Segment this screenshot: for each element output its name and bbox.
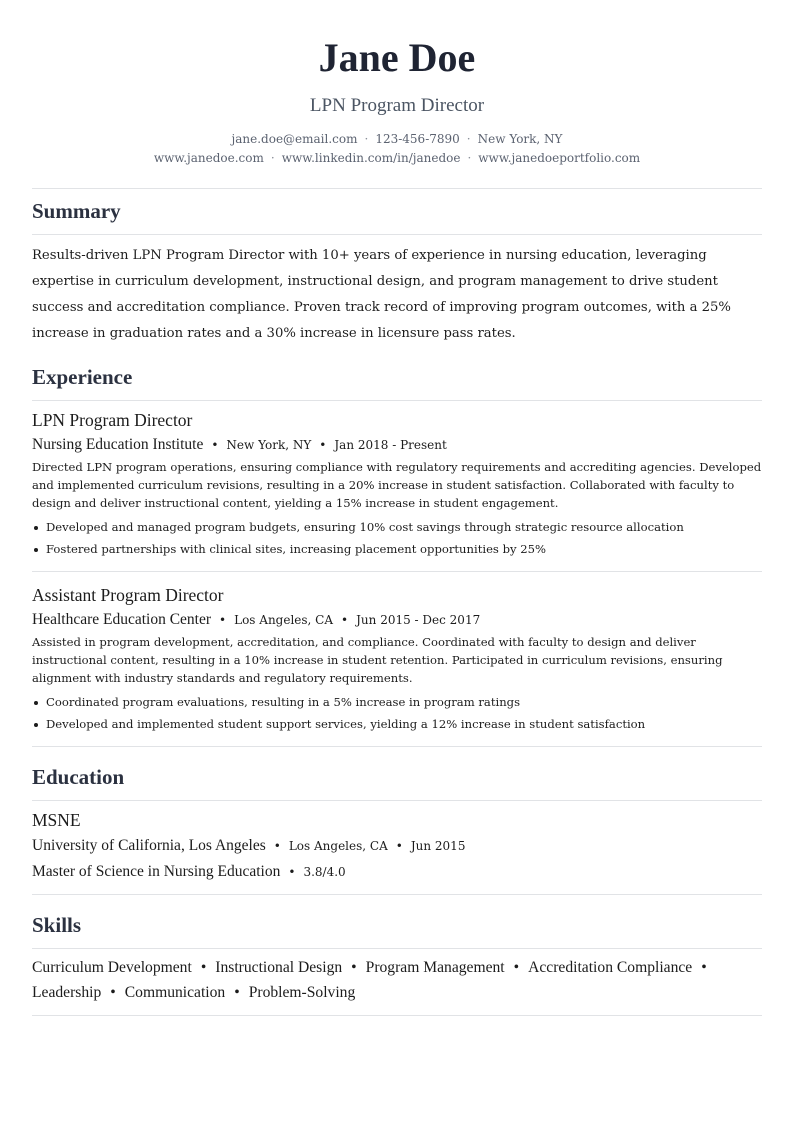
skill-item: Communication [124,984,226,1001]
contact-separator: · [466,132,471,146]
divider [32,800,762,801]
job-description: Assisted in program development, accreditation, and compliance. Coordinated with faculty to design and deliver instructional content, resulting in a 10% increase in student retention. Participated in curriculum revisions, ensuring alignment with industry standards and regulatory requirements. [32,635,723,685]
meta-bullet: • [211,438,219,452]
job-bullets [32,691,762,735]
list-item: Fostered partnerships with clinical sites, increasing placement opportunities by 25% [32,538,762,560]
divider [32,234,762,235]
contact-separator: · [364,132,369,146]
job-dates: Jun 2015 - Dec 2017 [356,613,481,627]
skill-separator: • [234,984,240,1001]
section-title-skills: Skills [32,913,82,937]
skill-item: Curriculum Development [32,959,192,976]
experience-entry [32,584,762,735]
education-location: Los Angeles, CA [288,839,388,853]
education-degree: MSNE [32,810,81,830]
education-school: University of California, Los Angeles [32,837,266,854]
education-gpa: 3.8/4.0 [303,865,346,879]
skill-item: Leadership [32,984,102,1001]
education-date: Jun 2015 [410,839,466,853]
skill-separator: • [200,959,207,976]
contact-line-1 [0,130,794,149]
skill-separator: • [513,959,520,976]
meta-bullet: • [395,839,403,853]
list-item: Coordinated program evaluations, resulting in a 5% increase in program ratings [32,691,762,713]
divider [32,746,762,747]
job-meta [32,435,762,455]
summary-text: Results-driven LPN Program Director with 10+ years of experience in nursing education, leveraging expertise in curriculum development, instructional design, and program management to drive student success and accreditation compliance. Proven track record of improving program outcomes, with a 25% increase in graduation rates and a 30% increase in licensure pass rates. [32,248,731,341]
divider [32,400,762,401]
job-title: LPN Program Director [32,410,193,430]
job-organization: Nursing Education Institute [32,436,204,453]
meta-bullet: • [273,839,281,853]
skill-separator: • [701,959,707,976]
resume-header [0,0,794,168]
job-location: Los Angeles, CA [234,613,334,627]
contact-separator: · [467,151,472,165]
job-meta [32,610,762,630]
divider [32,1015,762,1016]
section-title-experience: Experience [32,365,133,389]
contact-location: New York, NY [477,132,563,146]
skill-item: Program Management [365,959,505,976]
education-entry [32,809,762,885]
education-school-line [32,833,762,859]
skill-item: Instructional Design [215,959,343,976]
contact-phone: 123-456-7890 [375,132,460,146]
job-dates: Jan 2018 - Present [334,438,447,452]
meta-bullet: • [219,613,227,627]
meta-bullet: • [319,438,327,452]
contact-linkedin[interactable]: www.linkedin.com/in/janedoe [281,151,461,165]
meta-bullet: • [341,613,349,627]
job-organization: Healthcare Education Center [32,611,212,628]
contact-line-2 [0,149,794,168]
section-title-summary: Summary [32,199,121,223]
contact-separator: · [270,151,275,165]
job-description: Directed LPN program operations, ensuring compliance with regulatory requirements and accrediting agencies. Developed and implemented curriculum revisions, resulting in a 20% increase in student satisfaction. Collaborated with faculty to design and deliver instructional content, yielding a 15% increase in student engagement. [32,460,762,510]
education-field-line [32,859,762,885]
candidate-name: Jane Doe [318,35,476,80]
job-bullets [32,516,762,560]
divider [32,571,762,572]
skill-item: Accreditation Compliance [528,959,693,976]
candidate-title: LPN Program Director [309,95,485,116]
skill-item: Problem-Solving [248,984,356,1001]
meta-bullet: • [288,865,296,879]
job-title: Assistant Program Director [32,585,224,605]
divider [32,894,762,895]
experience-entry [32,409,762,560]
contact-info [0,130,794,168]
contact-email[interactable]: jane.doe@email.com [231,132,358,146]
job-location: New York, NY [226,438,312,452]
skill-separator: • [351,959,357,976]
contact-portfolio[interactable]: www.janedoeportfolio.com [478,151,641,165]
contact-website[interactable]: www.janedoe.com [153,151,264,165]
list-item: Developed and managed program budgets, ensuring 10% cost savings through strategic resource allocation [32,516,762,538]
skills-list [32,955,762,1005]
divider [32,948,762,949]
divider [32,188,762,189]
section-title-education: Education [32,765,125,789]
skill-separator: • [110,984,116,1001]
list-item: Developed and implemented student support services, yielding a 12% increase in student satisfaction [32,713,762,735]
education-field: Master of Science in Nursing Education [32,863,281,880]
